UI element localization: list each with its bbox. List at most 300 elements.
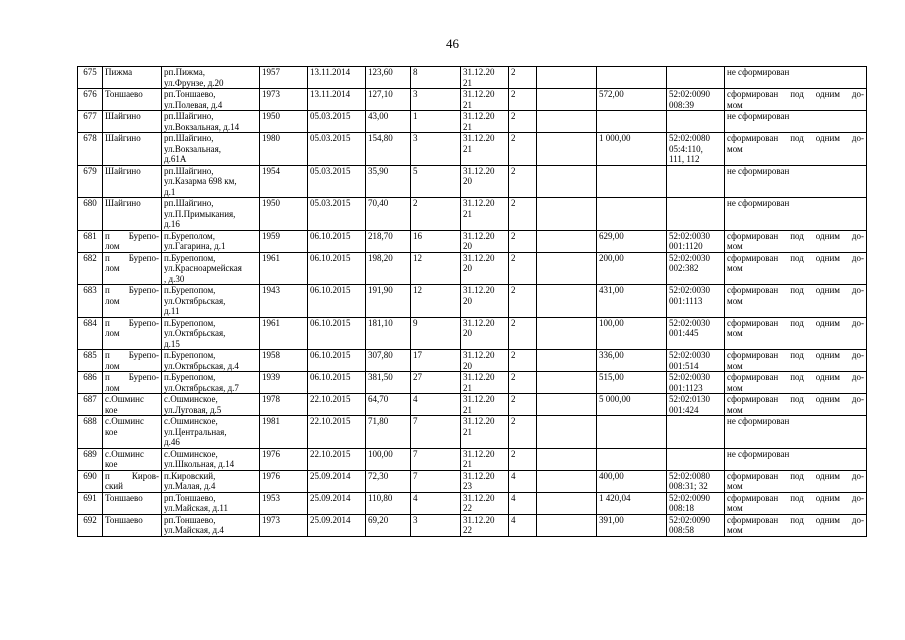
cell-col10 xyxy=(537,230,597,252)
cell-date: 06.10.2015 xyxy=(308,372,366,394)
cell-address-line: ул.Вокзальная, д.14 xyxy=(164,121,240,132)
cell-term-line: 21 xyxy=(463,77,472,88)
cell-locality-line: лом xyxy=(105,382,120,393)
cell-term-line: 20 xyxy=(463,360,472,371)
cell-locality xyxy=(103,350,162,372)
cell-status-line: мом xyxy=(727,404,743,415)
cell-area: 100,00 xyxy=(366,448,411,470)
cell-cadastral-line: 52:02:0030 xyxy=(669,317,711,328)
cell-land-area: 100,00 xyxy=(597,317,667,350)
cell-address xyxy=(162,394,260,416)
cell-status-line: сформирован под одним до- xyxy=(727,317,864,328)
cell-locality: Шайгино xyxy=(103,198,162,231)
cell-locality-line: с.Ошминс xyxy=(105,416,144,426)
cell-term-line: 20 xyxy=(463,241,472,251)
cell-status-line: сформирован под одним до- xyxy=(727,372,864,382)
cell-count: 16 xyxy=(411,230,461,252)
cell-status-line: не сформирован xyxy=(727,111,790,121)
cell-address-line: ул.Октябрьская, xyxy=(164,295,226,306)
table-row xyxy=(78,111,867,133)
cell-term-line: 22 xyxy=(463,503,472,513)
cell-cadastral-line: 001:445 xyxy=(669,328,699,338)
cell-status-line: сформирован под одним до- xyxy=(727,230,864,241)
cell-status-line: сформирован под одним до- xyxy=(727,394,864,404)
cell-term-line: 31.12.20 xyxy=(463,372,495,382)
cell-locality-line: лом xyxy=(105,295,120,306)
cell-status xyxy=(725,492,867,514)
cell-status-line: сформирован под одним до- xyxy=(727,350,864,360)
cell-cadastral-line: 52:02:0030 xyxy=(669,230,711,241)
cell-status xyxy=(725,350,867,372)
cell-status-line: сформирован под одним до- xyxy=(727,492,864,503)
cell-term xyxy=(461,133,509,166)
cell-col9: 2 xyxy=(509,372,537,394)
cell-area: 70,40 xyxy=(366,198,411,231)
cell-cadastral xyxy=(667,514,725,536)
cell-cadastral-line: 52:02:0090 xyxy=(669,492,711,503)
cell-address-line: п.Буреполом, xyxy=(164,230,215,241)
cell-locality-line: п Киров- xyxy=(105,470,159,481)
cell-term xyxy=(461,470,509,492)
cell-status-line: не сформирован xyxy=(727,67,790,77)
cell-cadastral-line: 52:02:0090 xyxy=(669,514,711,525)
cell-number: 675 xyxy=(78,67,103,89)
cell-address-line: ул.Центральная, xyxy=(164,426,227,437)
cell-term-line: 31.12.20 xyxy=(463,470,495,481)
cell-locality-line: лом xyxy=(105,360,120,371)
table-row xyxy=(78,416,867,449)
cell-land-area: 515,00 xyxy=(597,372,667,394)
cell-term-line: 20 xyxy=(463,176,472,186)
cell-area: 64,70 xyxy=(366,394,411,416)
cell-address-line: д.16 xyxy=(164,219,180,229)
cell-area: 181,10 xyxy=(366,317,411,350)
cell-date: 06.10.2015 xyxy=(308,230,366,252)
cell-date: 05.03.2015 xyxy=(308,111,366,133)
cell-term xyxy=(461,372,509,394)
cell-area: 69,20 xyxy=(366,514,411,536)
cell-term-line: 31.12.20 xyxy=(463,448,495,459)
cell-number: 688 xyxy=(78,416,103,449)
cell-address-line: рп.Шайгино, xyxy=(164,111,214,121)
cell-status-line: не сформирован xyxy=(727,165,790,176)
cell-term-line: 21 xyxy=(463,426,472,437)
cell-number: 676 xyxy=(78,89,103,111)
table-row xyxy=(78,67,867,89)
cell-land-area: 200,00 xyxy=(597,252,667,285)
cell-col10 xyxy=(537,89,597,111)
cell-term-line: 23 xyxy=(463,481,472,491)
cell-cadastral xyxy=(667,89,725,111)
cell-address xyxy=(162,372,260,394)
cell-number: 685 xyxy=(78,350,103,372)
cell-status-line: мом xyxy=(727,503,743,513)
cell-year: 1976 xyxy=(260,448,308,470)
cell-date: 25.09.2014 xyxy=(308,492,366,514)
cell-term-line: 31.12.20 xyxy=(463,350,495,360)
cell-term-line: 31.12.20 xyxy=(463,317,495,328)
cell-number: 681 xyxy=(78,230,103,252)
cell-land-area: 336,00 xyxy=(597,350,667,372)
cell-term xyxy=(461,448,509,470)
cell-land-area xyxy=(597,165,667,198)
cell-year: 1978 xyxy=(260,394,308,416)
cell-locality-line: лом xyxy=(105,328,120,338)
cell-term-line: 31.12.20 xyxy=(463,89,495,99)
cell-status-line: сформирован под одним до- xyxy=(727,89,864,99)
cell-address xyxy=(162,252,260,285)
cell-term-line: 31.12.20 xyxy=(463,198,495,208)
cell-locality-line: п Бурепо- xyxy=(105,317,159,328)
cell-col9: 2 xyxy=(509,133,537,166)
cell-term xyxy=(461,252,509,285)
cell-year: 1961 xyxy=(260,317,308,350)
cell-year: 1943 xyxy=(260,285,308,318)
cell-cadastral xyxy=(667,198,725,231)
cell-year: 1981 xyxy=(260,416,308,449)
cell-status-line: не сформирован xyxy=(727,198,790,208)
cell-address-line: с.Ошминское, xyxy=(164,448,218,459)
cell-address-line: д.46 xyxy=(164,437,180,447)
cell-cadastral-line: 05:4:110, xyxy=(669,143,703,154)
cell-term xyxy=(461,416,509,449)
cell-col9: 2 xyxy=(509,394,537,416)
cell-status xyxy=(725,111,867,133)
cell-term-line: 31.12.20 xyxy=(463,133,495,143)
cell-count: 3 xyxy=(411,514,461,536)
table-row xyxy=(78,317,867,350)
cell-date: 25.09.2014 xyxy=(308,514,366,536)
cell-area: 198,20 xyxy=(366,252,411,285)
cell-address xyxy=(162,492,260,514)
cell-address xyxy=(162,448,260,470)
cell-term-line: 22 xyxy=(463,525,472,535)
housing-registry-table xyxy=(77,66,867,537)
cell-number: 682 xyxy=(78,252,103,285)
cell-date: 22.10.2015 xyxy=(308,448,366,470)
cell-locality xyxy=(103,317,162,350)
cell-status-line: сформирован под одним до- xyxy=(727,133,864,143)
cell-status-line: не сформирован xyxy=(727,416,790,426)
cell-col9: 2 xyxy=(509,416,537,449)
table-row xyxy=(78,165,867,198)
table-row xyxy=(78,230,867,252)
cell-term-line: 31.12.20 xyxy=(463,165,495,176)
cell-area: 307,80 xyxy=(366,350,411,372)
cell-status xyxy=(725,89,867,111)
cell-area: 381,50 xyxy=(366,372,411,394)
cell-status xyxy=(725,230,867,252)
cell-col9: 2 xyxy=(509,350,537,372)
cell-cadastral xyxy=(667,111,725,133)
cell-locality xyxy=(103,285,162,318)
cell-number: 683 xyxy=(78,285,103,318)
cell-cadastral xyxy=(667,285,725,318)
cell-status xyxy=(725,165,867,198)
cell-date: 05.03.2015 xyxy=(308,165,366,198)
cell-date: 05.03.2015 xyxy=(308,198,366,231)
cell-address-line: д.61А xyxy=(164,154,187,164)
table-row xyxy=(78,89,867,111)
cell-cadastral-line: 002:382 xyxy=(669,263,699,273)
cell-col10 xyxy=(537,470,597,492)
cell-locality: Пижма xyxy=(103,67,162,89)
cell-term-line: 20 xyxy=(463,263,472,273)
cell-land-area xyxy=(597,448,667,470)
cell-col10 xyxy=(537,111,597,133)
cell-locality-line: п Бурепо- xyxy=(105,350,159,360)
cell-area: 71,80 xyxy=(366,416,411,449)
cell-status-line: мом xyxy=(727,481,743,491)
cell-col10 xyxy=(537,514,597,536)
table-row xyxy=(78,492,867,514)
cell-status-line: мом xyxy=(727,328,743,338)
cell-cadastral-line: 008:39 xyxy=(669,99,695,110)
cell-term-line: 31.12.20 xyxy=(463,252,495,263)
cell-col10 xyxy=(537,492,597,514)
cell-address xyxy=(162,230,260,252)
cell-address-line: ул.П.Примыкания, xyxy=(164,208,236,219)
cell-locality-line: с.Ошминс xyxy=(105,448,144,459)
cell-term xyxy=(461,394,509,416)
cell-col10 xyxy=(537,133,597,166)
cell-cadastral xyxy=(667,470,725,492)
cell-cadastral-line: 001:1123 xyxy=(669,382,703,393)
table-row xyxy=(78,350,867,372)
cell-address-line: ул.Красноармейская xyxy=(164,263,242,273)
cell-cadastral xyxy=(667,350,725,372)
cell-status xyxy=(725,514,867,536)
cell-date: 22.10.2015 xyxy=(308,394,366,416)
table-row xyxy=(78,514,867,536)
cell-count: 12 xyxy=(411,252,461,285)
cell-locality: Тоншаево xyxy=(103,492,162,514)
cell-cadastral-line: 008:18 xyxy=(669,503,695,513)
cell-cadastral-line: 008:58 xyxy=(669,525,695,535)
cell-address-line: рп.Шайгино, xyxy=(164,165,214,176)
cell-cadastral xyxy=(667,394,725,416)
cell-address xyxy=(162,67,260,89)
cell-address xyxy=(162,470,260,492)
cell-locality-line: кое xyxy=(105,426,118,437)
cell-col10 xyxy=(537,350,597,372)
cell-number: 690 xyxy=(78,470,103,492)
cell-count: 1 xyxy=(411,111,461,133)
cell-address-line: ул.Октябрьская, xyxy=(164,328,226,338)
cell-cadastral xyxy=(667,492,725,514)
cell-cadastral-line: 52:02:0030 xyxy=(669,285,711,295)
cell-cadastral xyxy=(667,133,725,166)
cell-area: 35,90 xyxy=(366,165,411,198)
cell-land-area: 431,00 xyxy=(597,285,667,318)
cell-address-line: рп.Тоншаево, xyxy=(164,492,216,503)
cell-number: 679 xyxy=(78,165,103,198)
cell-count: 3 xyxy=(411,133,461,166)
cell-year: 1980 xyxy=(260,133,308,166)
cell-col9: 4 xyxy=(509,514,537,536)
cell-count: 7 xyxy=(411,448,461,470)
cell-address-line: ул.Вокзальная, xyxy=(164,143,222,154)
cell-count: 3 xyxy=(411,89,461,111)
cell-term-line: 31.12.20 xyxy=(463,416,495,426)
cell-address-line: п.Бурепопом, xyxy=(164,285,216,295)
cell-address xyxy=(162,416,260,449)
cell-term-line: 21 xyxy=(463,208,472,219)
cell-locality-line: п Бурепо- xyxy=(105,285,159,295)
cell-status-line: мом xyxy=(727,382,743,393)
cell-address-line: ул.Казарма 698 км, xyxy=(164,176,237,186)
cell-term-line: 21 xyxy=(463,143,472,154)
table-row xyxy=(78,372,867,394)
cell-year: 1953 xyxy=(260,492,308,514)
cell-land-area: 629,00 xyxy=(597,230,667,252)
cell-land-area: 1 420,04 xyxy=(597,492,667,514)
cell-status-line: сформирован под одним до- xyxy=(727,470,864,481)
cell-address xyxy=(162,514,260,536)
cell-col10 xyxy=(537,448,597,470)
cell-term xyxy=(461,89,509,111)
cell-land-area xyxy=(597,198,667,231)
cell-status-line: мом xyxy=(727,241,743,251)
cell-address-line: ул.Полевая, д.4 xyxy=(164,99,223,110)
cell-locality xyxy=(103,252,162,285)
cell-status-line: мом xyxy=(727,295,743,306)
cell-cadastral xyxy=(667,252,725,285)
cell-address-line: ул.Октябрьская, д.4 xyxy=(164,360,239,371)
cell-area: 110,80 xyxy=(366,492,411,514)
cell-status-line: мом xyxy=(727,143,743,154)
cell-address-line: с.Ошминское, xyxy=(164,416,218,426)
cell-status xyxy=(725,317,867,350)
table-row xyxy=(78,133,867,166)
cell-term xyxy=(461,198,509,231)
cell-locality xyxy=(103,394,162,416)
cell-locality: Шайгино xyxy=(103,133,162,166)
cell-address-line: с.Ошминское, xyxy=(164,394,218,404)
cell-col9: 2 xyxy=(509,67,537,89)
cell-locality-line: п Бурепо- xyxy=(105,372,159,382)
cell-address-line: ул.Малая, д.4 xyxy=(164,481,216,491)
cell-locality: Тоншаево xyxy=(103,89,162,111)
cell-number: 689 xyxy=(78,448,103,470)
cell-year: 1939 xyxy=(260,372,308,394)
cell-term-line: 21 xyxy=(463,404,472,415)
cell-locality: Шайгино xyxy=(103,165,162,198)
cell-address-line: рп.Пижма, xyxy=(164,67,205,77)
cell-cadastral xyxy=(667,416,725,449)
cell-cadastral-line: 52:02:0030 xyxy=(669,350,711,360)
cell-term-line: 21 xyxy=(463,99,472,110)
cell-address-line: п.Бурепопом, xyxy=(164,252,216,263)
cell-term-line: 21 xyxy=(463,121,472,132)
cell-date: 06.10.2015 xyxy=(308,285,366,318)
cell-status xyxy=(725,285,867,318)
cell-count: 4 xyxy=(411,492,461,514)
cell-cadastral-line: 52:02:0080 xyxy=(669,470,711,481)
cell-term-line: 31.12.20 xyxy=(463,514,495,525)
cell-year: 1950 xyxy=(260,198,308,231)
cell-year: 1958 xyxy=(260,350,308,372)
cell-status-line: сформирован под одним до- xyxy=(727,252,864,263)
cell-address-line: п.Бурепопом, xyxy=(164,317,216,328)
cell-col9: 2 xyxy=(509,252,537,285)
cell-address xyxy=(162,317,260,350)
cell-address-line: рп.Тоншаево, xyxy=(164,89,216,99)
cell-term xyxy=(461,165,509,198)
cell-address-line: рп.Шайгино, xyxy=(164,198,214,208)
cell-cadastral-line: 001:514 xyxy=(669,360,699,371)
cell-col9: 2 xyxy=(509,111,537,133)
cell-col9: 2 xyxy=(509,230,537,252)
cell-locality-line: лом xyxy=(105,263,120,273)
cell-cadastral-line: 111, 112 xyxy=(669,154,700,164)
cell-cadastral-line: 001:1120 xyxy=(669,241,703,251)
cell-col10 xyxy=(537,394,597,416)
cell-status-line: сформирован под одним до- xyxy=(727,514,864,525)
cell-date: 06.10.2015 xyxy=(308,252,366,285)
cell-cadastral-line: 001:424 xyxy=(669,404,699,415)
cell-date: 05.03.2015 xyxy=(308,133,366,166)
table-body xyxy=(78,67,867,537)
cell-locality-line: п Бурепо- xyxy=(105,230,159,241)
cell-year: 1954 xyxy=(260,165,308,198)
cell-col10 xyxy=(537,198,597,231)
cell-locality xyxy=(103,416,162,449)
cell-address-line: п.Бурепопом, xyxy=(164,350,216,360)
cell-address-line: ул.Школьная, д.14 xyxy=(164,459,235,469)
cell-col9: 2 xyxy=(509,448,537,470)
cell-count: 5 xyxy=(411,165,461,198)
cell-col10 xyxy=(537,252,597,285)
cell-address xyxy=(162,165,260,198)
table-row xyxy=(78,448,867,470)
cell-col10 xyxy=(537,67,597,89)
cell-status xyxy=(725,252,867,285)
cell-address-line: , д.30 xyxy=(164,273,185,284)
cell-term-line: 20 xyxy=(463,328,472,338)
cell-number: 684 xyxy=(78,317,103,350)
cell-area: 43,00 xyxy=(366,111,411,133)
cell-area: 127,10 xyxy=(366,89,411,111)
cell-number: 680 xyxy=(78,198,103,231)
cell-term-line: 20 xyxy=(463,295,472,306)
table-row xyxy=(78,285,867,318)
cell-area: 154,80 xyxy=(366,133,411,166)
cell-count: 4 xyxy=(411,394,461,416)
cell-col9: 4 xyxy=(509,492,537,514)
cell-count: 2 xyxy=(411,198,461,231)
cell-status-line: мом xyxy=(727,99,743,110)
cell-address-line: п.Бурепопом, xyxy=(164,372,216,382)
cell-col9: 2 xyxy=(509,285,537,318)
cell-term xyxy=(461,285,509,318)
cell-address-line: ул.Октябрьская, д.7 xyxy=(164,382,239,393)
cell-year: 1973 xyxy=(260,89,308,111)
cell-locality xyxy=(103,230,162,252)
cell-year: 1976 xyxy=(260,470,308,492)
page-number: 46 xyxy=(446,36,459,51)
cell-count: 17 xyxy=(411,350,461,372)
cell-land-area: 5 000,00 xyxy=(597,394,667,416)
cell-land-area: 400,00 xyxy=(597,470,667,492)
cell-address-line: д.11 xyxy=(164,306,180,316)
cell-address-line: ул.Фрунзе, д.20 xyxy=(164,77,224,88)
cell-col9: 2 xyxy=(509,165,537,198)
cell-count: 12 xyxy=(411,285,461,318)
cell-number: 677 xyxy=(78,111,103,133)
cell-cadastral xyxy=(667,448,725,470)
cell-col10 xyxy=(537,285,597,318)
